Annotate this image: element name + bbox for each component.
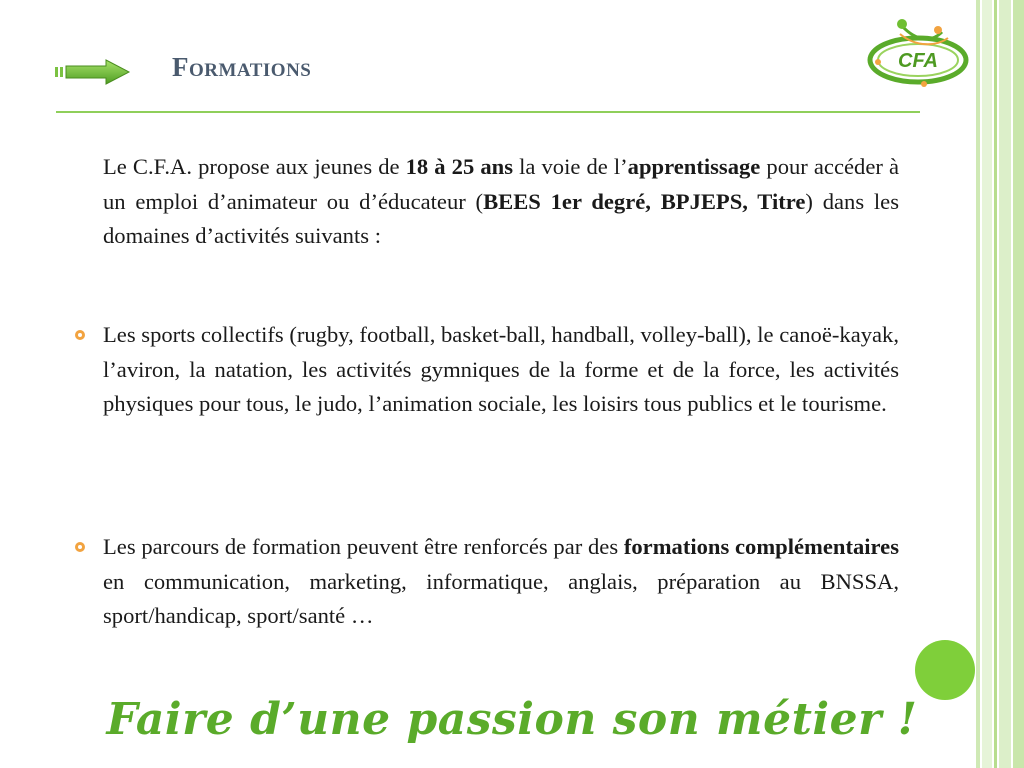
bullet-sports: Les sports collectifs (rugby, football, basket-ball, handball, volley-ball), le canoë-kayak, l’aviron, la natation, les activités gymniques de la forme et de la force, les activités physiques pour tous, le judo, l’animation sociale, les loisirs tous publics et le tourisme. xyxy=(103,322,899,416)
arrow-icon xyxy=(52,57,132,87)
intro-diplomas: BEES 1er degré, BPJEPS, Titre xyxy=(483,188,806,214)
logo-text: CFA xyxy=(898,50,938,72)
decorative-circle xyxy=(915,640,975,700)
slogan: Faire d’une passion son métier ! xyxy=(106,694,918,745)
intro-apprenticeship: apprentissage xyxy=(627,154,761,179)
intro-text-4: ) dans les domaines d’activités suivants : xyxy=(103,188,899,248)
bullet-icon xyxy=(75,330,85,340)
title-divider xyxy=(56,111,920,113)
bullet-complementary xyxy=(103,530,899,634)
intro-text-1: Le C.F.A. propose aux jeunes de xyxy=(103,154,406,179)
bullet-complementary-bold: formations complémentaires xyxy=(623,534,899,559)
slide-title: Formations xyxy=(172,52,312,82)
intro-text-2: la voie de l’ xyxy=(513,154,628,179)
bullet-complementary-text-1: Les parcours de formation peuvent être renforcés par des xyxy=(103,534,624,559)
intro-text-3: pour accéder à un emploi d’animateur ou d’éducateur ( xyxy=(103,154,899,214)
bullet-icon xyxy=(75,542,85,552)
bullet-complementary-text-2: en communication, marketing, informatique, anglais, préparation au BNSSA, sport/handicap, sport/santé … xyxy=(103,568,899,628)
cfa-logo xyxy=(862,12,974,92)
intro-age-range: 18 à 25 ans xyxy=(405,154,513,179)
intro-paragraph xyxy=(103,150,899,254)
decorative-stripes xyxy=(976,0,1024,768)
